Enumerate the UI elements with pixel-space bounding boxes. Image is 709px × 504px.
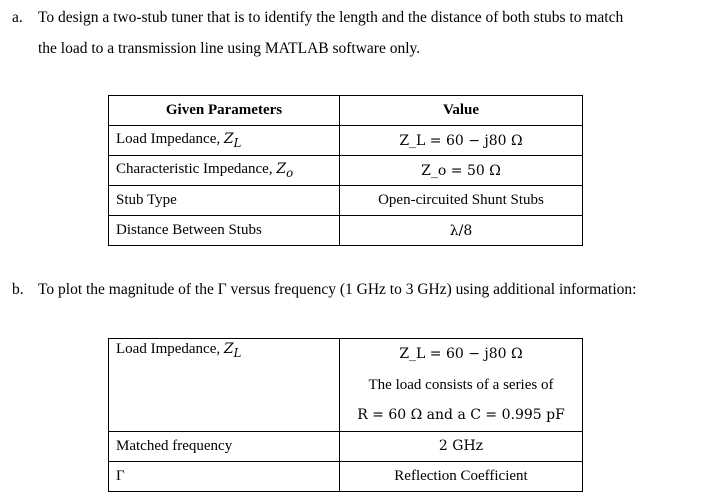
given-parameters-table [108,95,583,246]
question-b [12,275,702,305]
table-row [109,339,583,432]
value-line: The load consists of a series of [368,376,554,393]
param-cell [109,126,340,156]
question-a [12,3,702,65]
value-cell: Z_o = 50 Ω [340,156,583,186]
param-cell: Stub Type [109,186,340,216]
header-given-parameters: Given Parameters [109,96,340,126]
value-cell: λ/8 [340,216,583,246]
table-row [109,216,583,246]
param-cell [109,339,340,432]
param-cell: Matched frequency [109,431,340,461]
value-cell: Reflection Coefficient [340,461,583,491]
additional-info-table [108,338,583,492]
question-a-marker: a. [12,9,23,26]
param-label: Load Impedance, [116,341,224,357]
value-cell: Z_L = 60 − j80 Ω [340,126,583,156]
value-line: Z_L = 60 − j80 Ω [399,346,523,362]
param-subscript: L [233,345,242,360]
param-subscript: o [286,165,294,180]
value-cell: 2 GHz [340,431,583,461]
table-row [109,126,583,156]
question-a-line-2: the load to a transmission line using MATLAB software only. [38,40,421,57]
param-symbol: Z [223,341,234,357]
table-row [109,431,583,461]
table-row [109,461,583,491]
table-header-row [109,96,583,126]
param-label: Load Impedance, [116,131,224,148]
param-cell: Distance Between Stubs [109,216,340,246]
table-row [109,156,583,186]
question-a-line-1: To design a two-stub tuner that is to identify the length and the distance of both stubs to match [38,9,624,26]
header-value: Value [340,96,583,126]
param-cell: Γ [109,461,340,491]
question-b-marker: b. [12,281,24,298]
param-cell [109,156,340,186]
param-symbol: Z [223,131,234,148]
param-subscript: L [233,135,242,150]
question-b-line-1: To plot the magnitude of the Γ versus frequency (1 GHz to 3 GHz) using additional information: [38,281,637,298]
param-label: Characteristic Impedance, [116,161,277,178]
value-line: R = 60 Ω and a C = 0.995 pF [357,407,565,423]
value-cell: Open-circuited Shunt Stubs [340,186,583,216]
value-cell [340,339,583,432]
param-symbol: Z [276,161,287,178]
table-row [109,186,583,216]
